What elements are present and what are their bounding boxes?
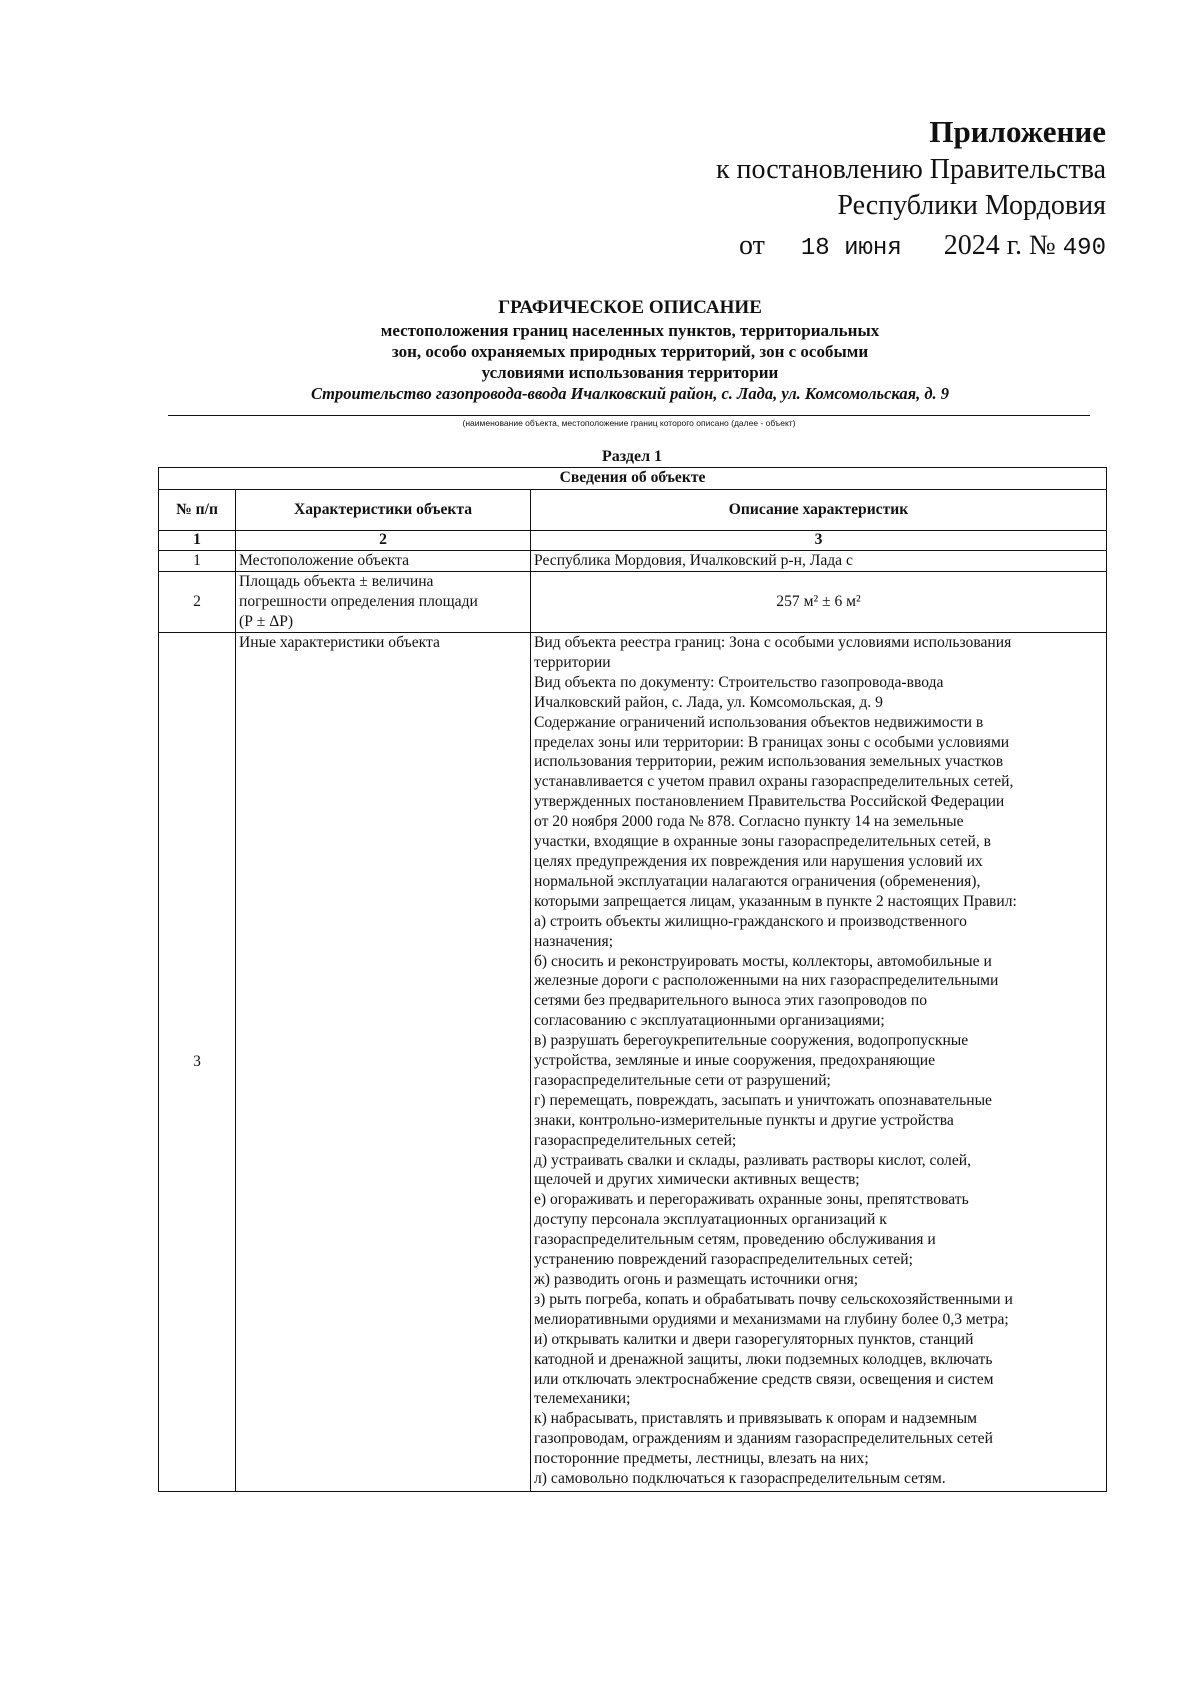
decree-number: 490 <box>1062 235 1106 262</box>
description-line: знаки, контрольно-измерительные пункты и другие устройства <box>534 1111 954 1129</box>
table-header-row <box>159 490 1107 531</box>
appendix-title: Приложение <box>929 114 1106 149</box>
description-line: з) рыть погреба, копать и обрабатывать почву сельскохозяйственными и <box>534 1290 1013 1308</box>
description-line: в) разрушать берегоукрепительные сооружения, водопропускные <box>534 1032 969 1050</box>
characteristic-line: погрешности определения площади <box>239 593 478 610</box>
header-description: Описание характеристик <box>531 490 1107 531</box>
description-line: участки, входящие в охранные зоны газораспределительных сетей, в <box>534 833 992 851</box>
column-number-row <box>159 531 1107 551</box>
description-line: или отключать электроснабжение средств связи, освещения и систем <box>534 1370 994 1388</box>
appendix-date-line <box>716 226 1106 269</box>
description-line: от 20 ноября 2000 года № 878. Согласно пункту 14 на земельные <box>534 813 964 831</box>
description-line: утвержденных постановлением Правительства Российской Федерации <box>534 793 1005 811</box>
description-line: газораспределительным сетям, проведению обслуживания и <box>534 1231 936 1249</box>
description-line: е) огораживать и перегораживать охранные зоны, препятствовать <box>534 1191 969 1209</box>
description-line: г) перемещать, повреждать, засыпать и уничтожать опознавательные <box>534 1091 992 1109</box>
description-line: согласованию с эксплуатационными организациями; <box>534 1012 885 1030</box>
description-line: посторонние предметы, лестницы, влезать на них; <box>534 1450 869 1468</box>
description-line: газораспределительные сети от разрушений; <box>534 1071 831 1089</box>
description-line: а) строить объекты жилищно-гражданского и производственного <box>534 912 967 930</box>
header-characteristic: Характеристики объекта <box>236 490 531 531</box>
description-line: д) устраивать свалки и склады, разливать растворы кислот, солей, <box>534 1151 971 1169</box>
description-line: Вид объекта реестра границ: Зона с особыми условиями использования <box>534 634 1012 651</box>
date-prefix: от <box>739 230 765 261</box>
description-line: назначения; <box>534 932 614 950</box>
description-line: устранению повреждений газораспределительных сетей; <box>534 1251 913 1269</box>
description-line: катодной и дренажной защиты, люки подземных колодцев, включать <box>534 1350 993 1368</box>
row-characteristic: Иные характеристики объекта <box>236 633 531 1492</box>
description-line: телемеханики; <box>534 1390 631 1408</box>
description-line: Ичалковский район, с. Лада, ул. Комсомольская, д. 9 <box>534 693 883 711</box>
appendix-line-1: к постановлению Правительства <box>715 154 1106 185</box>
description-line: б) сносить и реконструировать мосты, коллекторы, автомобильные и <box>534 952 992 970</box>
appendix-line-2: Республики Мордовия <box>837 190 1106 221</box>
date-day-month: 18 июня <box>800 235 902 262</box>
description-line: к) набрасывать, приставлять и привязывать к опорам и надземным <box>534 1410 978 1428</box>
document-subtitle-line-2: зон, особо охраняемых природных территорий, зон с особыми <box>391 342 869 361</box>
column-number-1: 1 <box>159 531 236 551</box>
appendix-header <box>716 112 1106 269</box>
object-info-table <box>158 467 1107 1492</box>
description-line: газораспределительных сетей; <box>534 1131 737 1149</box>
document-title: ГРАФИЧЕСКОЕ ОПИСАНИЕ <box>498 297 762 318</box>
section-label: Раздел 1 <box>601 448 663 465</box>
description-line: нормальной эксплуатации налагаются ограничения (обременения), <box>534 872 981 890</box>
description-line: л) самовольно подключаться к газораспределительным сетям. <box>534 1470 946 1488</box>
table-caption: Сведения об объекте <box>159 468 1107 490</box>
row-number: 2 <box>159 572 236 633</box>
date-year: 2024 г. № <box>943 230 1056 261</box>
row-characteristic: Местоположение объекта <box>236 551 531 572</box>
description-line: ж) разводить огонь и размещать источники огня; <box>534 1271 859 1288</box>
document-subtitle-line-3: условиями использования территории <box>481 363 779 382</box>
row-description <box>531 633 1107 1492</box>
row-characteristic <box>236 572 531 633</box>
table-row <box>159 633 1107 1492</box>
description-line: устройства, земляные и иные сооружения, предохраняющие <box>534 1052 936 1070</box>
description-line: щелочей и других химически активных веществ; <box>534 1171 860 1189</box>
table-caption-row <box>159 468 1107 490</box>
description-line: Вид объекта по документу: Строительство газопровода-ввода <box>534 673 944 691</box>
description-line: которыми запрещается лицам, указанным в пункте 2 настоящих Правил: <box>534 892 1017 910</box>
characteristic-line: Площадь объекта ± величина <box>239 573 434 590</box>
row-description: Республика Мордовия, Ичалковский р-н, Лада с <box>531 551 1107 572</box>
description-line: территории <box>534 653 611 671</box>
column-number-2: 2 <box>236 531 531 551</box>
row-number: 3 <box>159 633 236 1492</box>
description-line: пределах зоны или территории: В границах зоны с особыми условиями <box>534 733 1010 751</box>
table-row <box>159 551 1107 572</box>
column-number-3: 3 <box>531 531 1107 551</box>
object-name-underline <box>168 415 1090 416</box>
description-line: устанавливается с учетом правил охраны газораспределительных сетей, <box>534 773 1014 791</box>
header-number: № п/п <box>159 490 236 531</box>
object-name-caption: (наименование объекта, местоположение границ которого описано (далее - объект) <box>462 418 796 428</box>
description-line: и) открывать калитки и двери газорегуляторных пунктов, станций <box>534 1330 974 1348</box>
description-line: доступу персонала эксплуатационных организаций к <box>534 1211 887 1229</box>
description-line: Содержание ограничений использования объектов недвижимости в <box>534 713 984 731</box>
row-description: 257 м² ± 6 м² <box>531 572 1107 633</box>
document-subtitle-line-1: местоположения границ населенных пунктов, территориальных <box>380 321 880 340</box>
row-number: 1 <box>159 551 236 572</box>
table-row <box>159 572 1107 633</box>
description-line: газопроводам, ограждениям и зданиям газораспределительных сетей <box>534 1430 993 1448</box>
description-line: целях предупреждения их повреждения или нарушения условий их <box>534 852 983 870</box>
object-name: Строительство газопровода-ввода Ичалковский район, с. Лада, ул. Комсомольская, д. 9 <box>310 384 950 403</box>
description-line: использования территории, режим использования земельных участков <box>534 753 1004 771</box>
description-line: сетями без предварительного выноса этих газопроводов по <box>534 992 928 1010</box>
description-line: мелиоративными орудиями и механизмами на глубину более 0,3 метра; <box>534 1310 1009 1328</box>
characteristic-line: (Р ± ΔР) <box>239 613 294 630</box>
description-line: железные дороги с расположенными на них газораспределительными <box>534 972 999 990</box>
document-heading <box>160 296 1100 405</box>
